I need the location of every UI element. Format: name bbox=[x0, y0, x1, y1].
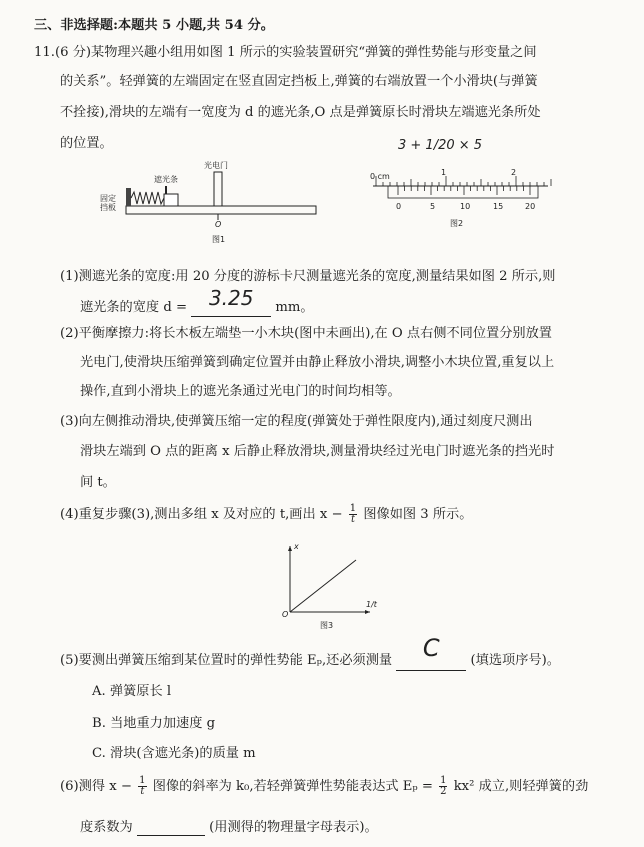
question-intro-text-1: 某物理兴趣小组用如图 1 所示的实验装置研究“弹簧的弹性势能与形变量之间 bbox=[91, 45, 537, 60]
spring bbox=[131, 192, 164, 204]
figure-3-x-label: 1/t bbox=[366, 600, 377, 609]
part-4-prompt: (4)重复步骤(3),测出多组 x 及对应的 t,画出 x − bbox=[60, 507, 343, 522]
option-a: A. 弹簧原长 l bbox=[92, 684, 172, 699]
label-fixed-plate: 固定挡板 bbox=[100, 194, 116, 212]
part-3-line-2: 滑块左端到 O 点的距离 x 后静止释放滑块,测量滑块经过光电门时遮光条的挡光时 bbox=[80, 444, 555, 459]
fraction-1-over-t: $\frac{1}{t}$ bbox=[349, 503, 357, 525]
label-o-point: O bbox=[215, 220, 222, 229]
part-6-prompt: (6)测得 x − bbox=[60, 779, 132, 794]
part-6-answer-blank[interactable] bbox=[137, 820, 205, 836]
figure-3-y-label: x bbox=[294, 542, 299, 551]
figure-2-caption: 图2 bbox=[450, 219, 464, 228]
part-1-answer: 3.25 bbox=[208, 286, 254, 310]
question-number: 11. bbox=[34, 45, 55, 60]
part-5-line bbox=[60, 634, 560, 671]
part-1-unit: mm。 bbox=[275, 300, 314, 315]
part-5-prompt: (5)要测出弹簧压缩到某位置时的弹性势能 Eₚ,还必须测量 bbox=[60, 653, 393, 668]
part-6-line-2 bbox=[80, 816, 378, 836]
part-5-answer: C bbox=[422, 634, 440, 662]
figure-3-origin: O bbox=[282, 610, 289, 619]
option-b: B. 当地重力加速度 g bbox=[92, 716, 216, 731]
part-4-suffix: 图像如图 3 所示。 bbox=[363, 507, 473, 522]
part-3-line-1: (3)向左侧推动滑块,使弹簧压缩一定的程度(弹簧处于弹性限度内),通过刻度尺测出 bbox=[60, 414, 533, 429]
question-intro-line-3: 不拴接),滑块的左端有一宽度为 d 的遮光条,O 点是弹簧原长时滑块左端遮光条所处 bbox=[60, 105, 541, 120]
option-c: C. 滑块(含遮光条)的质量 m bbox=[92, 746, 256, 761]
question-intro-line-4: 的位置。 bbox=[60, 136, 113, 151]
part-6-line-1 bbox=[60, 775, 588, 797]
main-scale-unit: 0 cm bbox=[370, 172, 390, 181]
section-title: 三、非选择题:本题共 5 小题,共 54 分。 bbox=[34, 18, 274, 33]
photogate bbox=[214, 172, 222, 206]
part-5-answer-blank[interactable] bbox=[396, 634, 466, 671]
figure-1-caption: 图1 bbox=[212, 235, 226, 244]
figure-3-line bbox=[290, 560, 356, 612]
part-1-answer-blank[interactable] bbox=[191, 286, 271, 317]
part-2-line-2: 光电门,使滑块压缩弹簧到确定位置并由静止释放小滑块,调整小木块位置,重复以上 bbox=[80, 355, 555, 370]
part-6-middle: 图像的斜率为 k₀,若轻弹簧弹性势能表达式 Eₚ = bbox=[152, 779, 433, 794]
part-2-line-1: (2)平衡摩擦力:将长木板左端垫一小木块(图中未画出),在 O 点右侧不同位置分别放置 bbox=[60, 326, 552, 341]
part-3-line-3: 间 t。 bbox=[80, 475, 116, 490]
question-points: (6 分) bbox=[54, 45, 92, 60]
part-6-line-2-prompt: 度系数为 bbox=[80, 820, 133, 835]
part-6-suffix: kx² 成立,则轻弹簧的劲 bbox=[453, 779, 589, 794]
vernier-tick-5: 5 bbox=[430, 202, 436, 211]
fixed-plate bbox=[126, 188, 131, 206]
figure-3-graph bbox=[278, 540, 378, 630]
slider-block bbox=[164, 194, 178, 206]
handwriting-calc: 3 + 1/20 × 5 bbox=[398, 138, 483, 153]
main-scale-tick-2: 2 bbox=[511, 168, 517, 177]
question-intro-line-2: 的关系”。轻弹簧的左端固定在竖直固定挡板上,弹簧的右端放置一个小滑块(与弹簧 bbox=[60, 74, 538, 89]
vernier-tick-20: 20 bbox=[525, 202, 536, 211]
long-board bbox=[126, 206, 316, 214]
main-scale-tick-1: 1 bbox=[441, 168, 447, 177]
label-shading-strip: 遮光条 bbox=[154, 175, 178, 184]
part-5-suffix: (填选项序号)。 bbox=[470, 653, 560, 668]
fraction-1-over-t-2: $\frac{1}{t}$ bbox=[139, 775, 146, 797]
figure-3 bbox=[278, 540, 378, 630]
fraction-1-over-2: $\frac{1}{2}$ bbox=[440, 775, 447, 797]
label-photogate: 光电门 bbox=[204, 161, 228, 170]
part-1-line-2 bbox=[80, 286, 314, 317]
figure-3-caption: 图3 bbox=[320, 621, 334, 630]
vernier-tick-15: 15 bbox=[493, 202, 504, 211]
figure-2 bbox=[368, 138, 558, 238]
part-2-line-3: 操作,直到小滑块上的遮光条通过光电门的时间均相等。 bbox=[80, 384, 401, 399]
part-1-prompt: 遮光条的宽度 d = bbox=[80, 300, 187, 315]
figure-1 bbox=[100, 158, 330, 248]
vernier-tick-10: 10 bbox=[460, 202, 471, 211]
part-1-line-1: (1)测遮光条的宽度:用 20 分度的游标卡尺测量遮光条的宽度,测量结果如图 2 所示,则 bbox=[60, 269, 556, 284]
part-4-line bbox=[60, 503, 472, 525]
question-intro-line-1 bbox=[34, 41, 537, 60]
part-6-line-2-suffix: (用测得的物理量字母表示)。 bbox=[209, 820, 378, 835]
vernier-tick-0: 0 bbox=[396, 202, 402, 211]
